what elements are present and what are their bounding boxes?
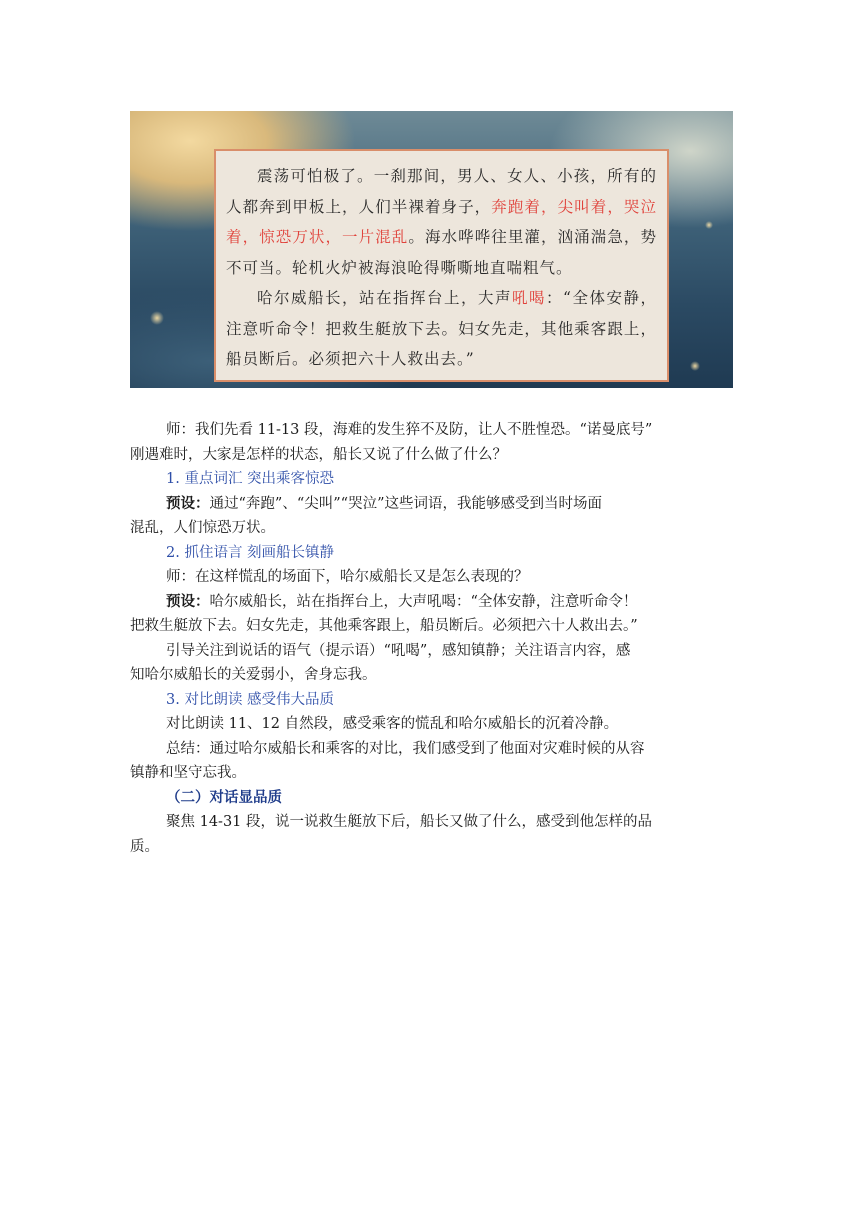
- excerpt-paragraph-2: [226, 283, 657, 375]
- paragraph: [166, 590, 733, 615]
- paragraph: 对比朗读 11、12 自然段，感受乘客的慌乱和哈尔威船长的沉着冷静。: [166, 716, 619, 732]
- excerpt-text: 震荡可怕极了。一刹那间，男人、女人、小孩，所有的人都奔到甲板上，人们半裸着身子，: [226, 167, 657, 216]
- excerpt-text: 。海水哗哗往里灌，汹涌湍急，势不可当。轮机火炉被海浪呛得嘶嘶地直喘粗气。: [226, 228, 657, 277]
- text-line: 聚焦 14-31 段，说一说救生艇放下后，船长又做了什么，感受到他怎样的品: [166, 814, 653, 830]
- paragraph: [130, 761, 733, 786]
- section-heading: （二）对话显品质: [166, 788, 282, 806]
- text-line: 刚遇难时，大家是怎样的状态，船长又说了什么做了什么？: [130, 446, 507, 463]
- paragraph: [166, 639, 733, 664]
- text-line: 师：我们先看 11-13 段，海难的发生猝不及防，让人不胜惶恐。“诺曼底号”: [166, 422, 653, 438]
- excerpt-card: [214, 149, 669, 382]
- text-line: 镇静和坚守忘我。: [130, 765, 246, 781]
- paragraph: [130, 443, 733, 468]
- paragraph: [130, 614, 733, 639]
- paragraph: [166, 810, 733, 835]
- text-line: 总结：通过哈尔威船长和乘客的对比，我们感受到了他面对灾难时候的从容: [166, 740, 645, 757]
- text-line: 通过“奔跑”、“尖叫”“哭泣”这些词语，我能够感受到当时场面: [209, 495, 602, 512]
- label: 预设：: [166, 592, 210, 610]
- paragraph: 师：在这样慌乱的场面下，哈尔威船长又是怎么表现的？: [166, 569, 529, 585]
- text-line: 把救生艇放下去。妇女先走，其他乘客跟上，船员断后。必须把六十人救出去。”: [130, 618, 638, 634]
- subheading-3: 3. 对比朗读 感受伟大品质: [166, 691, 335, 708]
- label: 预设：: [166, 494, 210, 512]
- paragraph: [130, 663, 733, 688]
- paragraph: [130, 835, 733, 860]
- document-body: [130, 418, 733, 859]
- excerpt-paragraph-1: [226, 161, 657, 283]
- slide-image: [130, 111, 733, 388]
- paragraph: [166, 418, 733, 443]
- light-glow: [150, 311, 164, 325]
- excerpt-highlight: 奔跑着，尖叫着，哭泣着，惊恐万状，一片混乱: [226, 197, 657, 246]
- light-glow: [690, 361, 700, 371]
- light-glow: [705, 221, 713, 229]
- excerpt-text: ：“全体安静，注意听命令！把救生艇放下去。妇女先走，其他乘客跟上，船员断后。必须把六十人救出去。”: [226, 289, 657, 368]
- text-line: 质。: [130, 838, 159, 855]
- paragraph: [130, 516, 733, 541]
- excerpt-text: 哈尔威船长，站在指挥台上，大声: [257, 289, 513, 307]
- paragraph: [166, 737, 733, 762]
- text-line: 引导关注到说话的语气（提示语）“吼喝”，感知镇静；关注语言内容，感: [166, 642, 631, 659]
- text-line: 知哈尔威船长的关爱弱小，舍身忘我。: [130, 667, 377, 683]
- text-line: 哈尔威船长，站在指挥台上，大声吼喝：“全体安静，注意听命令！: [209, 593, 638, 610]
- subheading-1: 1. 重点词汇 突出乘客惊恐: [166, 471, 335, 487]
- text-line: 混乱，人们惊恐万状。: [130, 520, 275, 536]
- subheading-2: 2. 抓住语言 刻画船长镇静: [166, 544, 335, 561]
- paragraph: [166, 492, 733, 517]
- excerpt-highlight: 吼喝: [512, 289, 547, 307]
